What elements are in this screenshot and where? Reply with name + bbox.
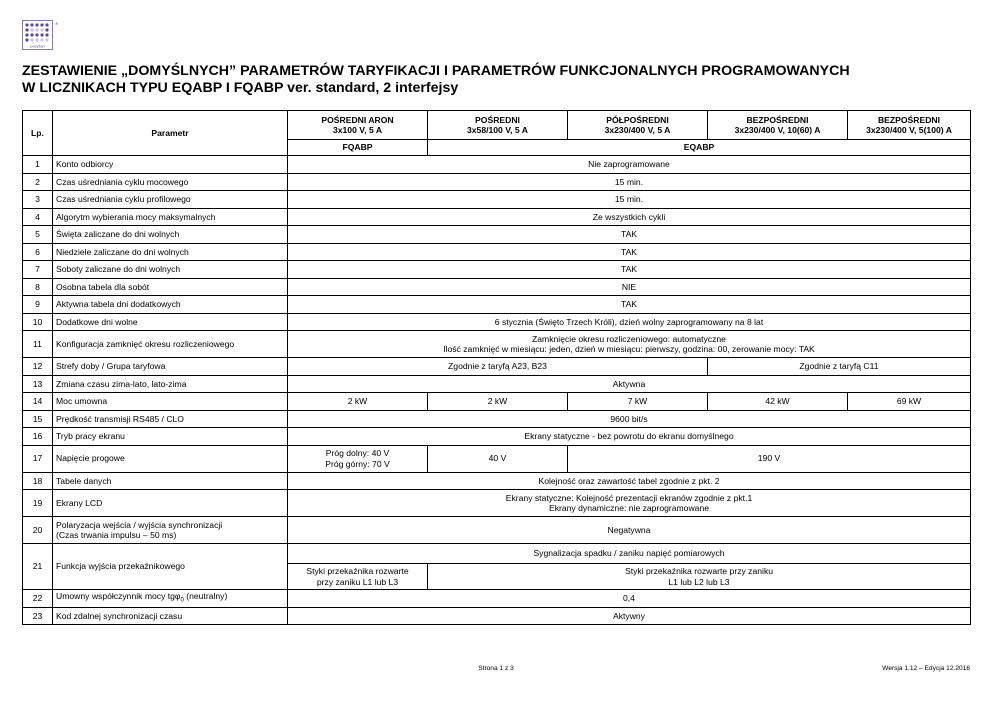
table-row: 18 Tabele danych Kolejność oraz zawartość tabel zgodnie z pkt. 2 xyxy=(23,472,971,490)
table-row: 15 Prędkość transmisji RS485 / CLO 9600 bit/s xyxy=(23,410,971,428)
table-row: 16 Tryb pracy ekranu Ekrany statyczne - bez powrotu do ekranu domyślnego xyxy=(23,428,971,446)
table-row: Styki przekaźnika rozwarte przy zaniku L1 lub L3 Styki przekaźnika rozwarte przy zaniku L1 lub L2 lub L3 xyxy=(23,564,971,590)
header-col-2: POŚREDNI 3x58/100 V, 5 A xyxy=(428,111,568,140)
title-line-1: ZESTAWIENIE „DOMYŚLNYCH” PARAMETRÓW TARYFIKACJI I PARAMETRÓW FUNKCJONALNYCH PROGRAMOWANYCH xyxy=(22,63,850,79)
table-row: 5 Święta zaliczane do dni wolnych TAK xyxy=(23,226,971,244)
header-col-5: BEZPOŚREDNI 3x230/400 V, 5(100) A xyxy=(848,111,971,140)
table-row: 7 Soboty zaliczane do dni wolnych TAK xyxy=(23,261,971,279)
table-row: 8 Osobna tabela dla sobót NIE xyxy=(23,278,971,296)
table-row: 4 Algorytm wybierania mocy maksymalnych Ze wszystkich cykli xyxy=(23,208,971,226)
table-row: 21 Funkcja wyjścia przekaźnikowego Sygnalizacja spadku / zaniku napięć pomiarowych xyxy=(23,544,971,564)
svg-text:pozyton: pozyton xyxy=(30,44,45,49)
table-row: 13 Zmiana czasu zima-lato, lato-zima Aktywna xyxy=(23,375,971,393)
header-row xyxy=(23,111,971,140)
header-col-3: PÓŁPOŚREDNI 3x230/400 V, 5 A xyxy=(568,111,708,140)
parameters-table xyxy=(22,110,971,625)
header-lp: Lp. xyxy=(23,111,53,156)
table-row: 14 Moc umowna 2 kW 2 kW 7 kW 42 kW 69 kW xyxy=(23,393,971,411)
table-row: 2 Czas uśredniania cyklu mocowego 15 min. xyxy=(23,173,971,191)
version-info: Wersja 1.12 – Edycja 12.2016 xyxy=(882,665,970,672)
table-row: 10 Dodatkowe dni wolne 6 stycznia (Święto Trzech Króli), dzień wolny zaprogramowany na 8 lat xyxy=(23,313,971,331)
type-eqabp: EQABP xyxy=(428,140,971,156)
header-parametr: Parametr xyxy=(53,111,288,156)
table-row: 22 Umowny współczynnik mocy tgφ$_0$ (neutralny) 0,4 xyxy=(23,590,971,608)
table-row: 23 Kod zdalnej synchronizacji czasu Aktywny xyxy=(23,607,971,625)
title-line-2: W LICZNIKACH TYPU EQABP I FQABP ver. standard, 2 interfejsy xyxy=(22,80,459,96)
page-number: Strona 1 z 3 xyxy=(478,665,514,672)
document-title xyxy=(22,63,972,97)
table-row: 19 Ekrany LCD Ekrany statyczne: Kolejność prezentacji ekranów zgodnie z pkt.1 Ekrany dynamiczne: nie zaprogramowane xyxy=(23,490,971,517)
company-logo xyxy=(22,20,60,54)
svg-text:®: ® xyxy=(55,22,59,26)
table-row: 3 Czas uśredniania cyklu profilowego 15 min. xyxy=(23,191,971,209)
header-col-1: POŚREDNI ARON 3x100 V, 5 A xyxy=(288,111,428,140)
table-row: 6 Niedziele zaliczane do dni wolnych TAK xyxy=(23,243,971,261)
table-row: 17 Napięcie progowe Próg dolny: 40 V Próg górny: 70 V 40 V 190 V xyxy=(23,445,971,472)
table-row: 1 Konto odbiorcy Nie zaprogramowane xyxy=(23,156,971,174)
table-row: 9 Aktywna tabela dni dodatkowych TAK xyxy=(23,296,971,314)
table-row: 20 Polaryzacja wejścia / wyjścia synchronizacji (Czas trwania impulsu – 50 ms) Negatywna xyxy=(23,517,971,544)
type-fqabp: FQABP xyxy=(288,140,428,156)
header-col-4: BEZPOŚREDNI 3x230/400 V, 10(60) A xyxy=(708,111,848,140)
table-row: 11 Konfiguracja zamknięć okresu rozliczeniowego Zamknięcie okresu rozliczeniowego: automatyczne Ilość zamknięć w miesiącu: jeden, dzień w miesiącu: pierwszy, godzina: 00, zerowanie mocy: TAK xyxy=(23,331,971,358)
table-row: 12 Strefy doby / Grupa taryfowa Zgodnie z taryfą A23, B23 Zgodnie z taryfą C11 xyxy=(23,358,971,376)
